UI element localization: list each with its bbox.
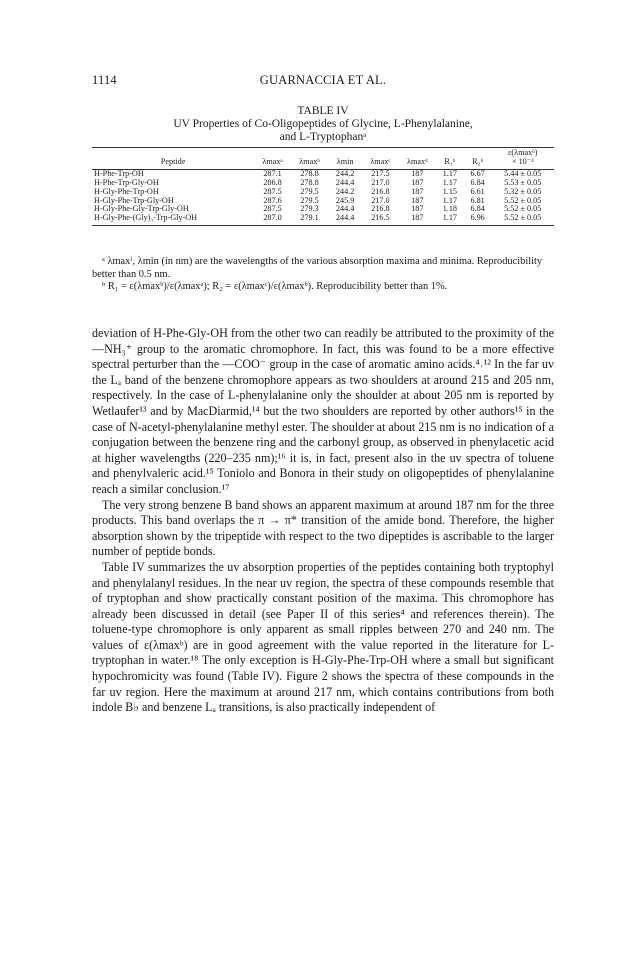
table-caption: [92, 105, 554, 144]
table-footnotes: [92, 256, 554, 294]
table-cell: 187: [411, 204, 424, 214]
table-cell: 279.5: [300, 186, 319, 196]
table-cell: 1.17: [436, 214, 464, 225]
table-cell: H-Gly-Phe-Trp-Gly-OH: [94, 195, 174, 205]
table-cell: 5.32 ± 0.05: [504, 186, 542, 196]
table-header-row: [92, 148, 554, 169]
table-cell: 5.52 ± 0.05: [504, 195, 542, 205]
table-cell: 287.1: [263, 168, 282, 178]
table-cell: 6.67: [470, 168, 485, 178]
table-cell: 217.0: [371, 177, 390, 187]
table-cell: H-Gly-Phe-Trp-OH: [94, 186, 159, 196]
column-header-line: ε(λmaxᵇ): [507, 148, 538, 157]
page-number: 1114: [92, 73, 117, 87]
table-cell: 216.8: [371, 186, 390, 196]
table-caption-line: and L-Tryptophanᵃ: [279, 131, 367, 143]
table-cell: 187: [411, 186, 424, 196]
footnote-b: ᵇ R₁ = ε(λmaxᵇ)/ε(λmaxᵃ); R₂ = ε(λmaxᶜ)/ε(λmaxᵇ). Reproducibility better than 1%.: [102, 281, 448, 292]
column-header: λmaxᵈ: [399, 148, 436, 169]
table-cell: 217.5: [371, 168, 390, 178]
table-cell: 287.5: [263, 204, 282, 214]
table-cell: 187: [411, 177, 424, 187]
table-cell: 1.15: [442, 186, 458, 196]
table-cell: 187: [411, 168, 424, 178]
table-cell: 287.5: [263, 186, 282, 196]
table-cell: 244.2: [335, 186, 355, 196]
table-cell: 5.52 ± 0.05: [504, 204, 542, 214]
paragraph: Table IV summarizes the uv absorption properties of the peptides containing both tryptophyl and phenylalanyl residues. In the near uv region, the spectra of these compounds resemble that of tryptophan and show practically constant position of the maxima. This chromophore has already been discussed in detail (see Paper II of this series⁴ and references therein). The toluene-type chromophore is only apparent as small ripples between 270 and 240 nm. The values of ε(λmaxᵇ) are in good agreement with the value reported in the literature for L-tryptophan in water.¹⁸ The only exception is H-Gly-Phe-Trp-OH where a small but significant hypochromicity was found (Table IV). Figure 2 shows the spectra of these compounds in the far uv region. Here the maximum at around 217 nm, which contains contributions from both indole B♭ and benzene Lₐ transitions, is also practically independent of: [92, 559, 554, 715]
table-cell: 5.44 ± 0.05: [504, 168, 542, 178]
table-cell: 5.53 ± 0.05: [504, 177, 542, 187]
table-cell: H-Gly-Phe-(Gly)₃-Trp-Gly-OH: [92, 214, 254, 225]
table-cell: 187: [399, 214, 436, 225]
column-header: R₁ᵇ: [436, 148, 464, 169]
data-table: [92, 147, 554, 226]
column-header: λmin: [328, 148, 362, 169]
table-cell: 187: [411, 195, 424, 205]
table-cell: 1.17: [442, 177, 458, 187]
table-cell: 6.84: [470, 177, 485, 187]
table-cell: 216.5: [362, 214, 399, 225]
table-cell: 279.1: [291, 214, 328, 225]
table-cell: 6.96: [464, 214, 492, 225]
table-cell: 244.4: [335, 177, 355, 187]
paragraph: deviation of H-Phe-Gly-OH from the other two can readily be attributed to the proximity of the —NH₃⁺ group to the aromatic chromophore. In fact, this was found to be a more effective spectral perturber than the —COO⁻ group in the case of aromatic amino acids.⁴˒¹² In the far uv the Lₐ band of the benzene chromophore appears as two shoulders at around 215 and 205 nm, respectively. In the case of L-phenylalanine only the shoulder at about 205 nm is reported by Wetlaufer¹³ and by MacDiarmid,¹⁴ but the two shoulders are reported by other authors¹⁵ in the case of N-acetyl-phenylalanine methyl ester. The shoulder at about 215 nm is no indication of a conjugation between the benzene ring and the carbonyl group, as observed in phenylacetic acid at higher wavelengths (220–235 nm);¹⁶ it is, in fact, present also in the uv spectra of toluene and phenylvaleric acid.¹⁵ Toniolo and Bonora in their study on oligopeptides of phenylalanine reach a similar conclusion.¹⁷: [92, 326, 554, 496]
table-cell: H-Gly-Phe-Gly-Trp-Gly-OH: [94, 204, 189, 214]
table-cell: H-Phe-Trp-OH: [94, 168, 144, 178]
table-cell: 217.0: [371, 195, 390, 205]
running-title: GUARNACCIA ET AL.: [259, 73, 387, 87]
table-cell: 1.17: [442, 168, 458, 178]
column-header: [491, 148, 554, 169]
table-cell: 1.18: [442, 204, 458, 214]
table-cell: 279.5: [300, 195, 319, 205]
table-cell: 287.6: [263, 195, 282, 205]
table-label: TABLE IV: [297, 105, 349, 117]
column-header: R₂ᵇ: [464, 148, 492, 169]
table-cell: 6.84: [470, 204, 485, 214]
table-cell: 244.4: [335, 204, 355, 214]
table-cell: 216.8: [371, 204, 390, 214]
column-header: λmaxᵃ: [254, 148, 291, 169]
table-cell: 279.3: [300, 204, 319, 214]
column-header: Peptide: [92, 148, 254, 169]
table-cell: 6.61: [470, 186, 485, 196]
table-row: [92, 214, 554, 225]
table-caption-line: UV Properties of Co-Oligopeptides of Glycine, L-Phenylalanine,: [173, 118, 473, 130]
table-cell: 1.17: [442, 195, 458, 205]
paragraph: The very strong benzene B band shows an apparent maximum at around 187 nm for the three products. This band overlaps the π → π* transition of the amide bond. Therefore, the higher absorption shown by the tripeptide with respect to the two dipeptides is ascribable to the larger number of peptide bonds.: [92, 497, 554, 559]
table-cell: 278.8: [300, 177, 319, 187]
body-text: [92, 326, 554, 716]
table-cell: 287.0: [254, 214, 291, 225]
table-cell: 5.52 ± 0.05: [491, 214, 554, 225]
table-cell: 278.8: [300, 168, 319, 178]
column-header-line: × 10⁻³: [511, 157, 534, 167]
table-cell: 245.9: [335, 195, 355, 205]
footnote-a: ᵃ λmaxⁱ, λmin (in nm) are the wavelengths of the various absorption maxima and minima. Reproducibility better than 0.5 nm.: [92, 256, 543, 280]
column-header: λmaxᶜ: [362, 148, 399, 169]
table-cell: 244.4: [328, 214, 362, 225]
table-cell: H-Phe-Trp-Gly-OH: [94, 177, 159, 187]
table-cell: 244.2: [335, 168, 355, 178]
running-header: [92, 73, 554, 89]
column-header: λmaxᵇ: [291, 148, 328, 169]
table-cell: 286.8: [263, 177, 282, 187]
table-cell: 6.81: [470, 195, 485, 205]
